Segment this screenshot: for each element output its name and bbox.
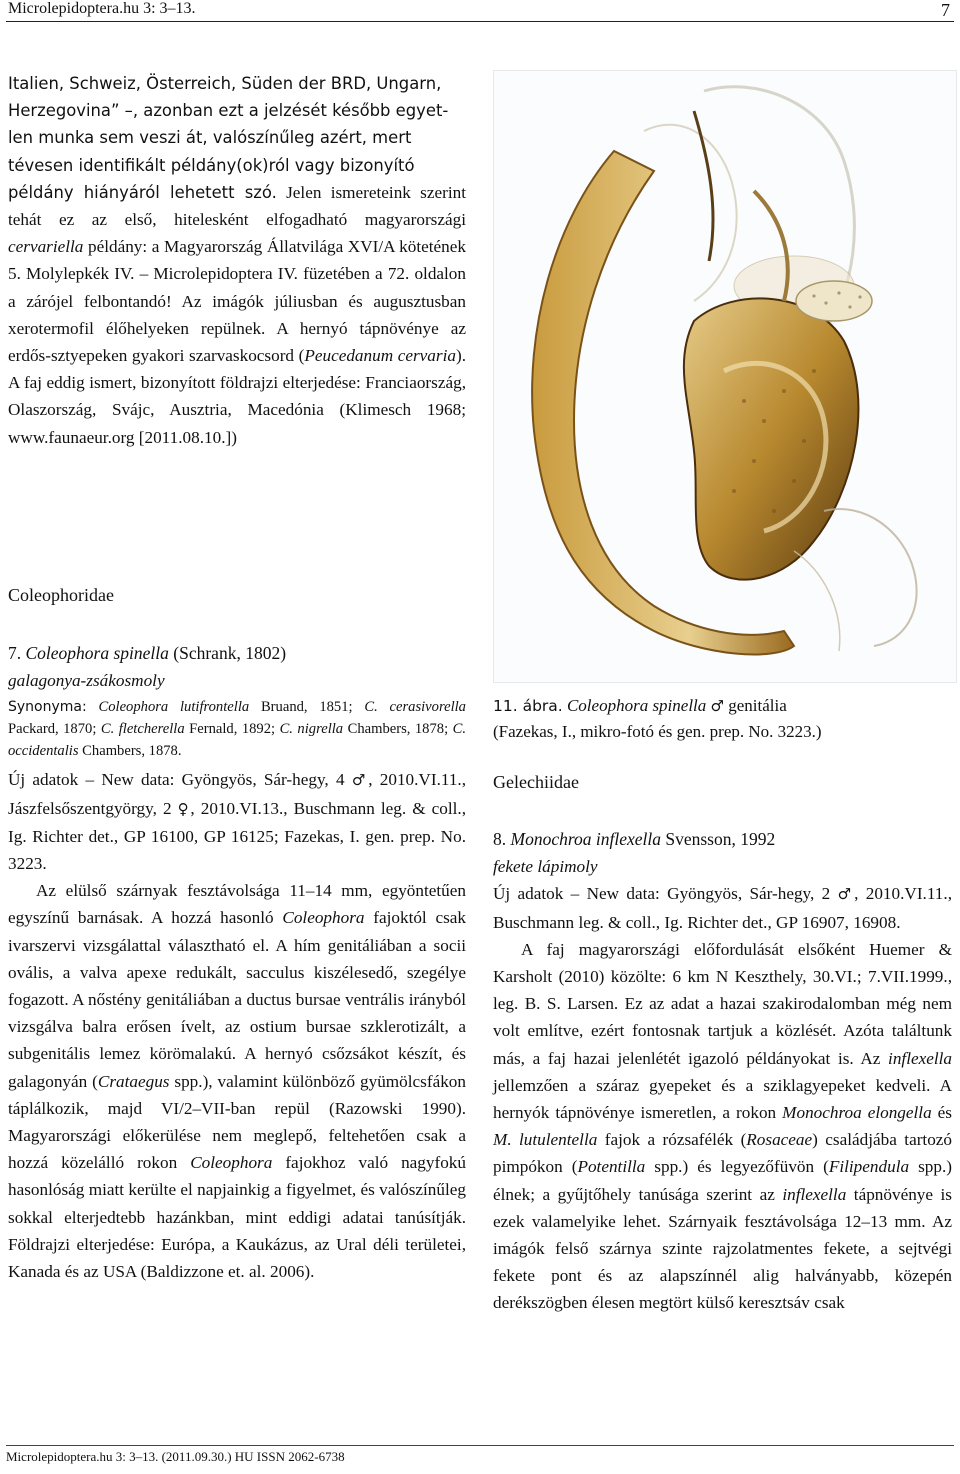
desc2-d: fajok a rózsafélék (	[597, 1130, 747, 1150]
intro-paragraph	[8, 70, 466, 451]
intro-line-3: len munka sem veszi át, valószínűleg azért, mert	[8, 128, 412, 148]
synonyma-label: Synonyma:	[8, 699, 87, 716]
new-data-2-b: , 2010.VI.11., Buschmann leg. & coll., Ig. Richter det., GP 16907, 16908.	[493, 884, 952, 932]
header-rule	[6, 21, 954, 22]
running-header: Microlepidoptera.hu 3: 3–13.	[8, 0, 196, 17]
description-paragraph	[8, 877, 466, 1285]
species-name: Coleophora spinella	[25, 643, 169, 663]
genitalia-microphotograph	[493, 70, 957, 683]
genus-coleophora: Coleophora	[282, 908, 365, 928]
page-footer: Microlepidoptera.hu 3: 3–13. (2011.09.30.) HU ISSN 2062-6738	[6, 1449, 345, 1464]
desc-c: spp.), valamint különböző gyümölcsfákon táplálkozik, majd VI/2–VII-ban repül (Razowski 1990). Magyarországi előkerülése nem meglepő, feltehetően csak a hozzá közelálló rokon	[8, 1071, 466, 1173]
syn-3: C. fletcherella	[100, 721, 185, 738]
desc2-b: jellemzően a száraz gyepeket és a sziklagyepeket kedveli. A hernyók tápnövénye ismeretlen, a rokon	[493, 1075, 952, 1123]
figure-caption-a: genitália	[723, 696, 787, 715]
syn-5-author: Chambers, 1878.	[78, 743, 182, 760]
section-heading-gelechiidae: Gelechiidae	[493, 772, 579, 792]
section-heading-coleophoridae: Coleophoridae	[8, 585, 114, 605]
figure-male-symbol: ♂	[710, 697, 724, 715]
species-author-2: Svensson, 1992	[665, 829, 776, 849]
species-number: 7.	[8, 643, 22, 663]
desc2-g: spp.) élnek; a gyűjtőhely tanúsága szerint az	[493, 1157, 952, 1204]
syn-1: Coleophora lutifrontella	[98, 699, 250, 716]
species-title	[8, 640, 466, 667]
syn-3-author: Fernald, 1892;	[184, 721, 280, 738]
species-inflexella-2: inflexella	[782, 1184, 847, 1204]
intro-line-4: tévesen identifikált példány(ok)ról vagy bizonyító	[8, 155, 415, 175]
page-number: 7	[941, 0, 950, 20]
intro-line-5: példány hiányáról lehetett szó.	[8, 182, 277, 202]
figure-caption-b: (Fazekas, I., mikro-fotó és gen. prep. No. 3223.)	[493, 722, 822, 741]
syn-4-author: Chambers, 1878;	[343, 721, 453, 738]
common-name: galagonya-zsákosmoly	[8, 671, 165, 691]
desc-b: fajoktól csak ivarszervi vizsgálattal választható el. A hím genitáliában a socii ovális, a valva apexe redukált, sacculus kiszélesedő, szegélye fogazott. A nőstény genitáliában a ductus bursae ventrális irányból vizsgálva balra erősen ívelt, az ostium bursae szklerotizált, a subgenitális lemez körömalakú. A hernyó csőzsákot készít, és galagonyán (	[8, 908, 467, 1091]
male-symbol-2: ♂	[837, 885, 855, 904]
figure-caption	[493, 693, 952, 744]
common-name-2: fekete lápimoly	[493, 857, 598, 877]
species-elongella: Monochroa elongella	[782, 1103, 932, 1123]
genus-coleophora-2: Coleophora	[190, 1153, 273, 1173]
synonyma	[8, 696, 466, 762]
species-inflexella: inflexella	[888, 1048, 952, 1068]
species-author: (Schrank, 1802)	[173, 643, 287, 663]
syn-1-author: Bruand, 1851;	[249, 699, 365, 716]
genitalia-illustration	[494, 71, 956, 682]
footer-rule	[6, 1445, 954, 1446]
intro-text-b: példány: a Magyarország Állatvilága XVI/A kötetének 5. Molylepkék IV. – Microlepidoptera IV. füzetében a 72. oldalon a zárójel felbontandó! Az imágók júliusban és augusztusban xerotermofil élőhelyeken repülnek. A hernyó tápnövénye az erdős-sztyepeken gyakori szarvaskocsord (	[8, 237, 466, 366]
desc2-f: spp.) és legyezőfüvön (	[645, 1157, 829, 1177]
intro-text-a: Jelen ismereteink szerint tehát ez az első, hitelesként elfogadható magyarországi	[8, 182, 466, 230]
syn-5: C. occidentalis	[8, 721, 467, 760]
desc-a: Az elülső szárnyak fesztávolsága 11–14 mm, egyöntetűen egyszínű barnásak. A hozzá hasonló	[8, 881, 466, 928]
syn-4: C. nigrella	[279, 721, 344, 738]
desc-d: fajokhoz való nagyfokú hasonlóság miatt kerülte el napjainkig a figyelmet, és valószínűleg sokkal elterjedtebb hazánkban, mint eddigi adatai tanúsítják. Földrajzi elterjedése: Európa, a Kaukázus, az Ural déli területei, Kanada és az USA (Baldizzone et. al. 2006).	[8, 1153, 466, 1282]
new-data-2-a: Új adatok – New data: Gyöngyös, Sár-hegy, 2	[493, 884, 838, 904]
desc2-c: és	[931, 1103, 952, 1123]
monochroa-inflexella-entry	[493, 826, 952, 1317]
genus-filipendula: Filipendula	[828, 1157, 910, 1177]
species-cervariella: cervariella	[8, 237, 84, 257]
family-rosaceae: Rosaceae	[746, 1130, 813, 1150]
syn-2-author: Packard, 1870;	[8, 721, 101, 738]
species-title-2	[493, 826, 952, 853]
new-data-c: , 2010.VI.13., Buschmann leg. & coll., Ig. Richter det., GP 16100, GP 16125; Fazekas, I. gen. prep. No. 3223.	[8, 798, 466, 874]
figure-label: 11. ábra.	[493, 697, 563, 715]
new-data-b: , 2010.VI.11., Jászfelsőszentgyörgy, 2	[8, 770, 467, 818]
genus-crataegus: Crataegus	[97, 1071, 170, 1091]
figure-species: Coleophora spinella	[566, 696, 707, 715]
new-data-a: Új adatok – New data: Gyöngyös, Sár-hegy, 4	[8, 770, 352, 790]
intro-line-2: Herzegovina” –, azonban ezt a jelzését később egyet-	[8, 101, 449, 121]
species-number-2: 8.	[493, 829, 507, 849]
species-peucedanum: Peucedanum cervaria	[304, 346, 456, 366]
description-paragraph-2	[493, 936, 952, 1317]
male-symbol: ♂	[351, 771, 369, 790]
new-data	[8, 766, 466, 877]
desc2-h: tápnövénye is ezek valamelyike lehet. Szárnyaik fesztávolsága 12–13 mm. Az imágók felső szárnya szinte rajzolatmentes fekete, a sejtvégi fekete pont és az alapszínnél alig halványabb, közepén derékszögben élesen megtört külső keresztsáv csak	[493, 1184, 952, 1313]
syn-2: C. cerasivorella	[364, 699, 466, 716]
coleophora-spinella-entry	[8, 640, 466, 1285]
genus-potentilla: Potentilla	[577, 1157, 646, 1177]
species-lutulentella: M. lutulentella	[493, 1130, 598, 1150]
intro-line-1: Italien, Schweiz, Österreich, Süden der BRD, Ungarn,	[8, 74, 442, 93]
intro-text-c: ). A faj eddig ismert, bizonyított földrajzi elterjedése: Franciaország, Olaszország, Svájc, Ausztria, Macedónia (Klimesch 1968; www.faunaeur.org [2011.08.10.])	[8, 346, 466, 447]
species-name-2: Monochroa inflexella	[510, 829, 661, 849]
female-symbol: ♀	[177, 799, 191, 818]
desc2-a: A faj magyarországi előfordulását elsőként Huemer & Karsholt (2010) közölte: 6 km N Keszthely, 30.VI.; 7.VII.1999., leg. B. S. Larsen. Ez az adat a hazai szakirodalomban még nem volt említve, ezért fontosnak tartjuk a közlését. Azóta találtunk más, a faj hazai jelenlétét igazoló példányokat is. Az	[493, 939, 952, 1068]
desc2-e: ) családjába tartozó pimpókon (	[493, 1130, 953, 1177]
new-data-2	[493, 880, 952, 935]
